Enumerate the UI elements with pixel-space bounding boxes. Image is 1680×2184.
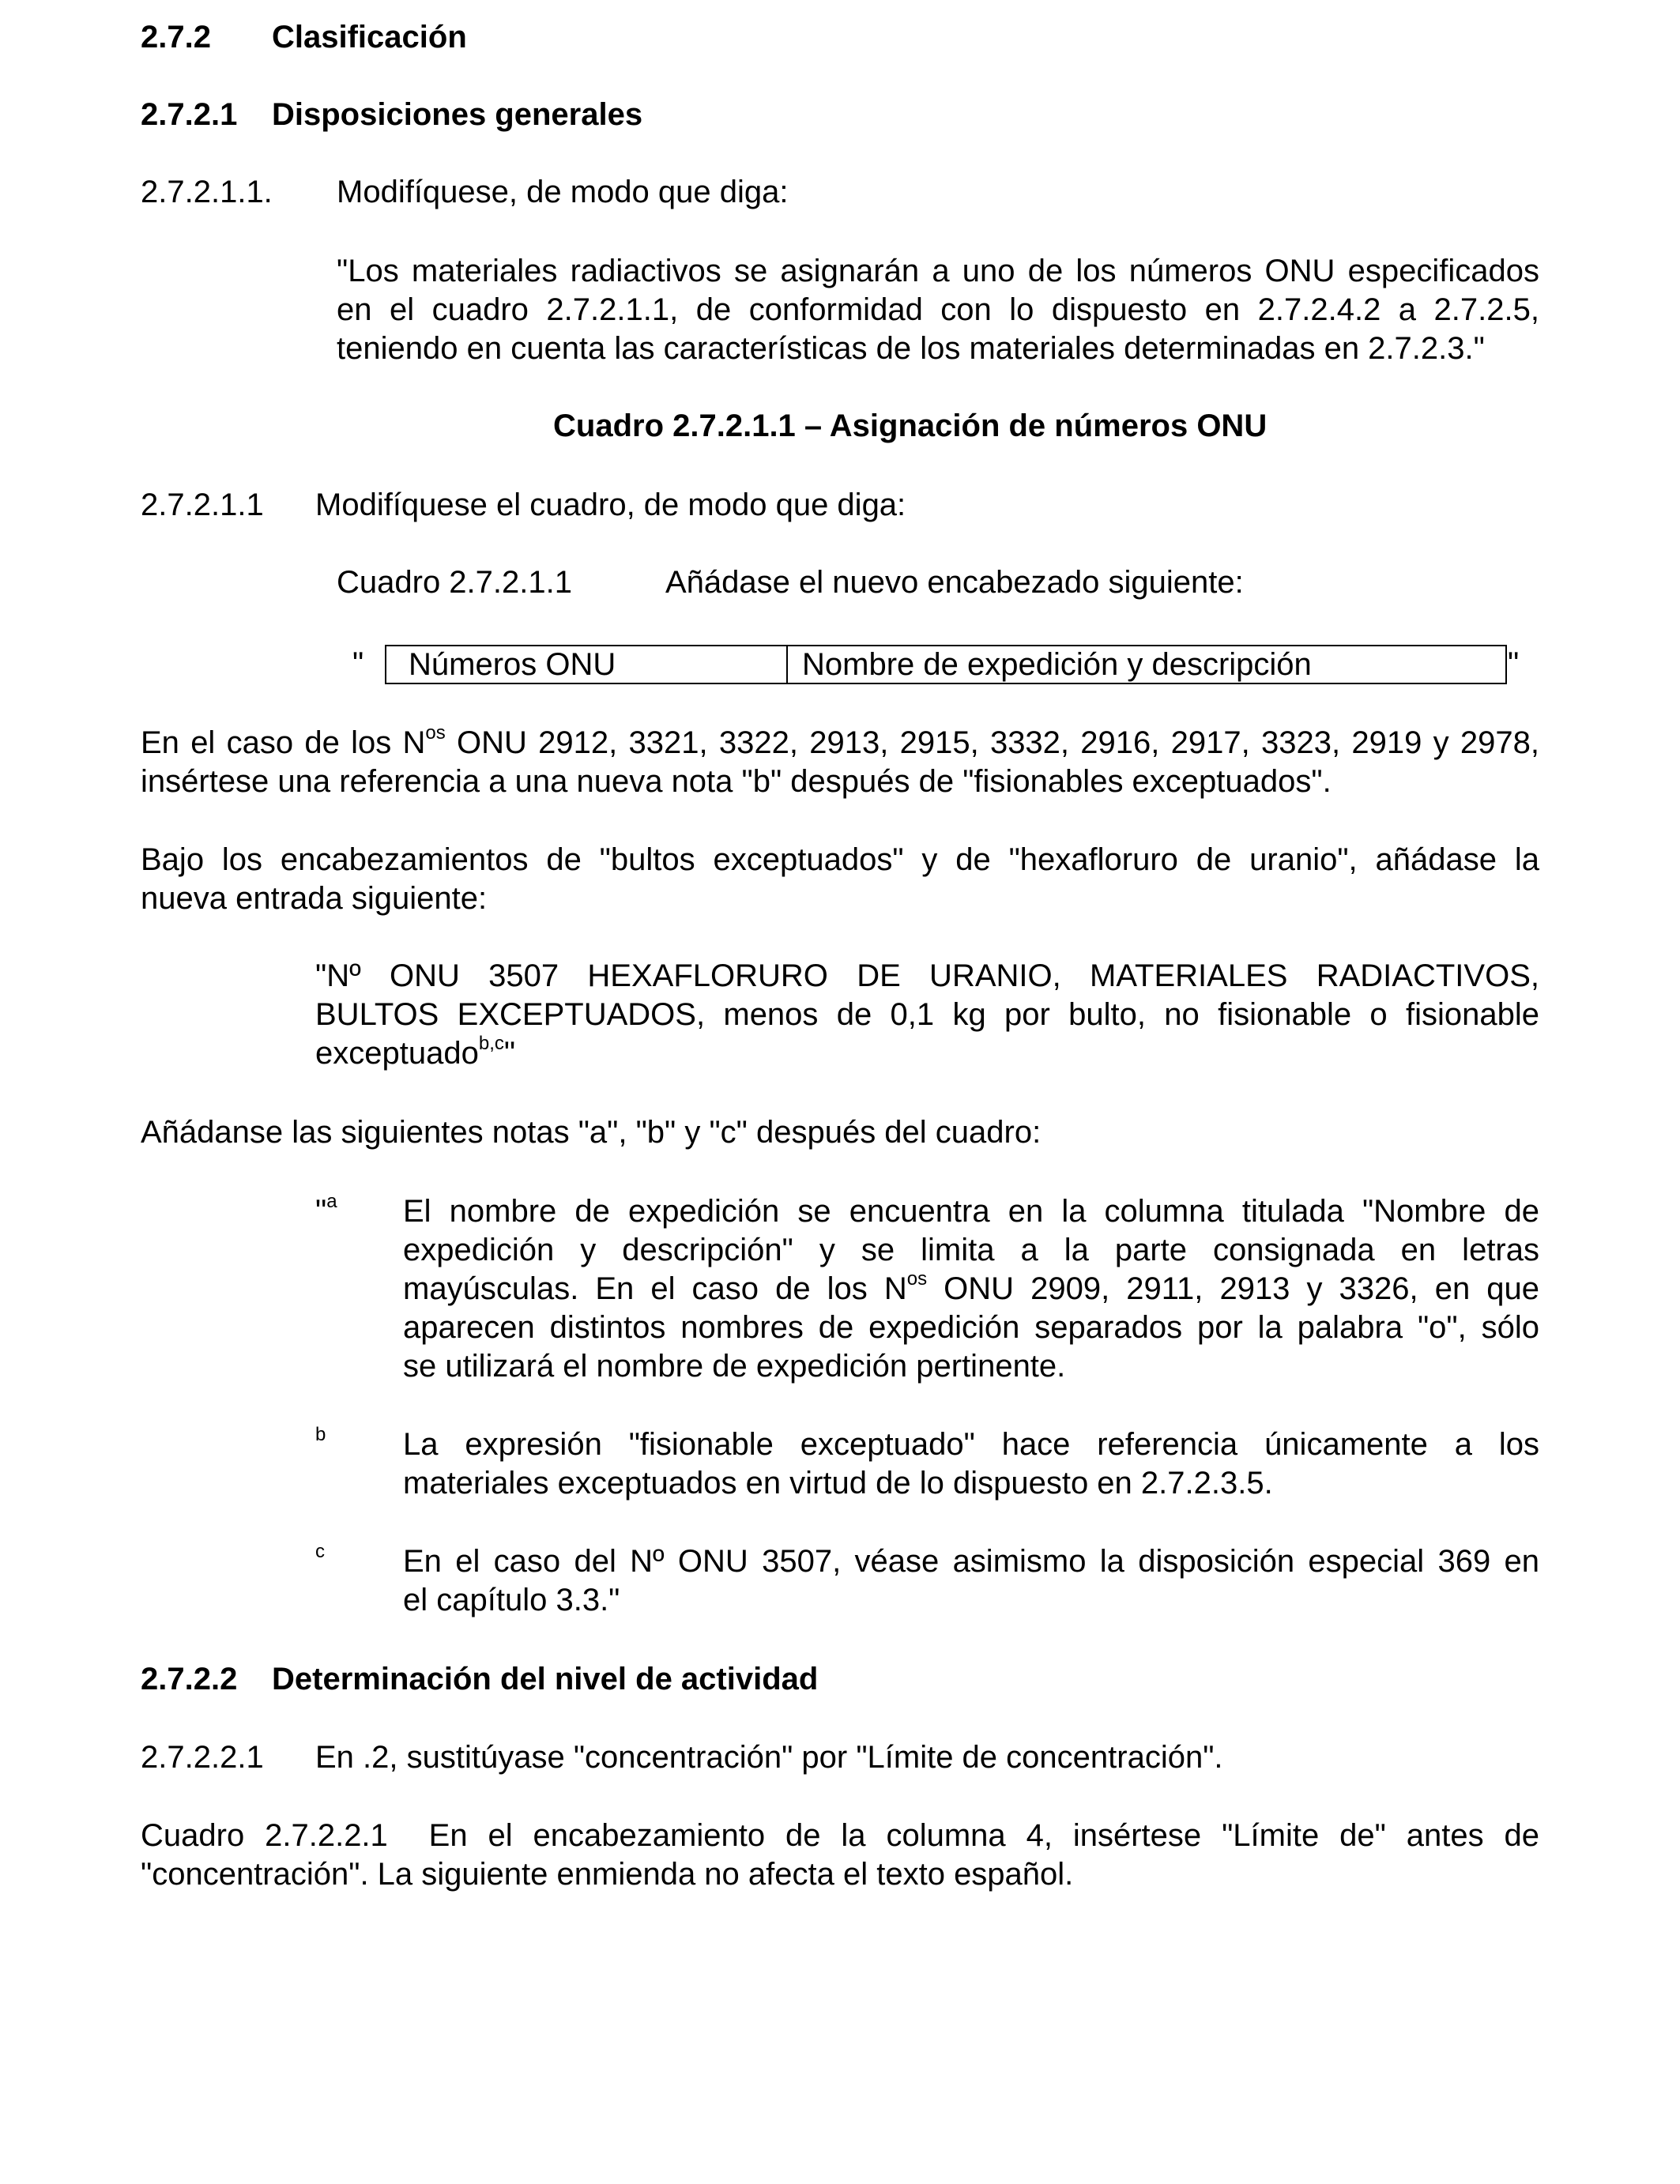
note-line: aparecen distintos nombres de expedición separados por la palabra "o", sólo <box>403 1310 1539 1345</box>
entry-line: "Nº ONU 3507 HEXAFLORURO DE URANIO, MATERIALES RADIACTIVOS, <box>315 958 1539 993</box>
paragraph-text: En .2, sustitúyase "concentración" por "Límite de concentración". <box>315 1740 1223 1775</box>
paragraph-line: Cuadro 2.7.2.2.1 En el encabezamiento de la columna 4, insértese "Límite de" antes de <box>141 1818 1539 1853</box>
section-title-2-7-2-2: Determinación del nivel de actividad <box>272 1662 819 1696</box>
superscript: b,c <box>478 1032 504 1054</box>
quote-line: en el cuadro 2.7.2.1.1, de conformidad con lo dispuesto en 2.7.2.4.2 a 2.7.2.5, <box>337 292 1539 327</box>
note-marker-a <box>315 1192 337 1231</box>
entry-line <box>315 1034 515 1073</box>
text-span: ONU 2909, 2911, 2913 y 3326, en que <box>927 1271 1539 1306</box>
paragraph-line: nueva entrada siguiente: <box>141 881 488 916</box>
text-span: En el caso de los N <box>141 725 426 760</box>
paragraph-text: Modifíquese el cuadro, de modo que diga: <box>315 488 906 522</box>
superscript: b <box>315 1423 326 1445</box>
paragraph-line: insértese una referencia a una nueva nota "b" después de "fisionables exceptuados". <box>141 764 1332 799</box>
new-header-row <box>385 645 1507 684</box>
paragraph-line <box>141 723 1539 763</box>
quote-line: "Los materiales radiactivos se asignarán a uno de los números ONU especificados <box>337 254 1539 288</box>
note-line: La expresión "fisionable exceptuado" hace referencia únicamente a los <box>403 1427 1539 1462</box>
note-line: materiales exceptuados en virtud de lo dispuesto en 2.7.2.3.5. <box>403 1466 1273 1501</box>
section-title-2-7-2: Clasificación <box>272 20 467 55</box>
header-cell-shipping-name: Nombre de expedición y descripción <box>802 647 1312 682</box>
open-quote: " <box>352 646 364 681</box>
entry-line: BULTOS EXCEPTUADOS, menos de 0,1 kg por bulto, no fisionable o fisionable <box>315 997 1539 1032</box>
table-title: Cuadro 2.7.2.1.1 – Asignación de números ONU <box>553 409 1268 443</box>
paragraph-number: 2.7.2.2.1 <box>141 1740 264 1775</box>
superscript: c <box>315 1540 325 1562</box>
note-line: el capítulo 3.3." <box>403 1583 620 1617</box>
text-span: mayúsculas. En el caso de los N <box>403 1271 907 1306</box>
section-number-2-7-2: 2.7.2 <box>141 20 211 55</box>
note-line <box>403 1269 1539 1309</box>
paragraph-line: Bajo los encabezamientos de "bultos exceptuados" y de "hexafloruro de uranio", añádase la <box>141 842 1539 877</box>
paragraph-line: Añádanse las siguientes notas "a", "b" y "c" después del cuadro: <box>141 1115 1042 1150</box>
note-line: expedición y descripción" y se limita a la parte consignada en letras <box>403 1233 1539 1267</box>
paragraph-number: 2.7.2.1.1. <box>141 175 273 209</box>
paragraph-line: "concentración". La siguiente enmienda no afecta el texto español. <box>141 1857 1074 1892</box>
section-title-2-7-2-1: Disposiciones generales <box>272 97 643 132</box>
paragraph-text: Añádase el nuevo encabezado siguiente: <box>665 565 1244 600</box>
superscript: os <box>906 1269 928 1290</box>
paragraph-number: 2.7.2.1.1 <box>141 488 264 522</box>
superscript: os <box>425 723 446 744</box>
note-line: se utilizará el nombre de expedición pertinente. <box>403 1349 1066 1384</box>
note-marker-c <box>315 1542 325 1581</box>
note-marker-b <box>315 1425 326 1464</box>
paragraph-text: Modifíquese, de modo que diga: <box>337 175 789 209</box>
text-span: " <box>315 1194 327 1229</box>
table-label: Cuadro 2.7.2.1.1 <box>337 565 572 600</box>
note-line: El nombre de expedición se encuentra en la columna titulada "Nombre de <box>403 1194 1539 1229</box>
superscript: a <box>326 1190 337 1212</box>
text-span: " <box>503 1036 516 1071</box>
text-span: ONU 2912, 3321, 3322, 2913, 2915, 3332, 2916, 2917, 3323, 2919 y 2978, <box>445 725 1539 760</box>
close-quote: " <box>1508 646 1520 681</box>
section-number-2-7-2-2: 2.7.2.2 <box>141 1662 238 1696</box>
section-number-2-7-2-1: 2.7.2.1 <box>141 97 238 132</box>
note-line: En el caso del Nº ONU 3507, véase asimismo la disposición especial 369 en <box>403 1544 1539 1579</box>
header-cell-un-numbers: Números ONU <box>386 646 788 683</box>
text-span: exceptuado <box>315 1036 479 1071</box>
quote-line: teniendo en cuenta las características de los materiales determinadas en 2.7.2.3." <box>337 331 1485 366</box>
